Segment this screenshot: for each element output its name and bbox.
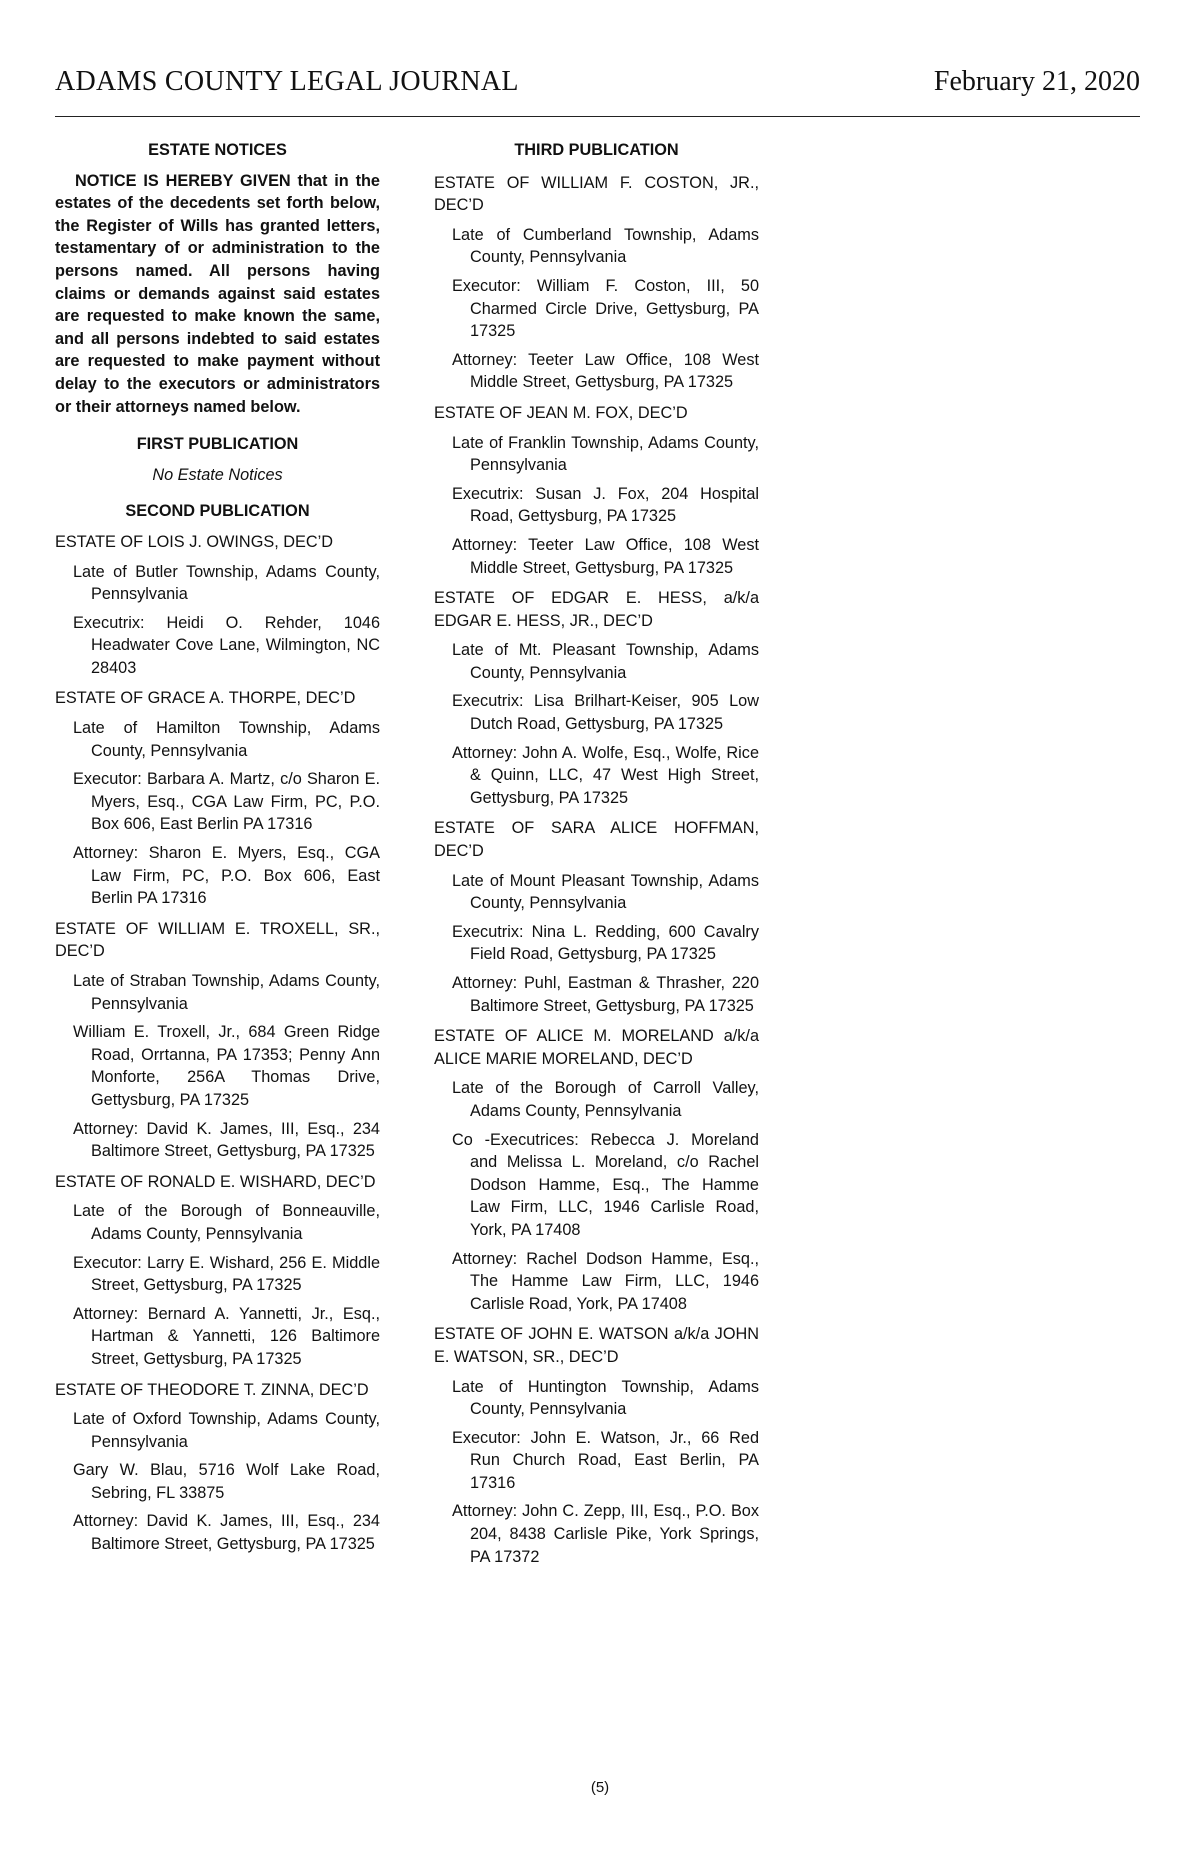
estate-detail: Executrix: Lisa Brilhart-Keiser, 905 Low Dutch Road, Gettysburg, PA 17325: [452, 692, 759, 734]
estate-detail: Attorney: John A. Wolfe, Esq., Wolfe, Rice & Quinn, LLC, 47 West High Street, Gettysburg, PA 17325: [452, 743, 759, 807]
second-publication-heading: SECOND PUBLICATION: [125, 502, 310, 521]
estate-detail: Late of Cumberland Township, Adams County, Pennsylvania: [452, 225, 759, 267]
right-column: [434, 139, 759, 1576]
third-publication-list: [434, 172, 759, 1569]
estate-detail: Attorney: Teeter Law Office, 108 West Middle Street, Gettysburg, PA 17325: [452, 350, 759, 392]
estate-notice: [55, 1379, 380, 1556]
estate-title: ESTATE OF EDGAR E. HESS, a/k/a EDGAR E. HESS, JR., DEC’D: [434, 589, 759, 630]
estate-title: ESTATE OF WILLIAM E. TROXELL, SR., DEC’D: [55, 919, 380, 961]
estate-notice: [434, 172, 759, 394]
estate-detail: Co -Executrices: Rebecca J. Moreland and Melissa L. Moreland, c/o Rachel Dodson Hamme, Esq., The Hamme Law Firm, LLC, 1946 Carlisle Road, York, PA 17408: [452, 1130, 759, 1239]
estate-notices-heading: ESTATE NOTICES: [148, 141, 287, 159]
estate-title: ESTATE OF ALICE M. MORELAND a/k/a ALICE MARIE MORELAND, DEC’D: [434, 1027, 759, 1068]
estate-title: ESTATE OF JOHN E. WATSON a/k/a JOHN E. WATSON, SR., DEC’D: [434, 1325, 759, 1366]
estate-title: ESTATE OF LOIS J. OWINGS, DEC’D: [55, 532, 334, 551]
second-publication-list: [55, 531, 380, 1556]
estate-detail: Late of Oxford Township, Adams County, Pennsylvania: [73, 1410, 380, 1451]
journal-title: ADAMS COUNTY LEGAL JOURNAL: [55, 66, 519, 97]
estate-notice: [434, 817, 759, 1017]
estate-detail: Late of Franklin Township, Adams County, Pennsylvania: [452, 433, 759, 475]
left-column: [55, 139, 380, 1564]
third-publication-heading: THIRD PUBLICATION: [514, 141, 679, 159]
page-header: [55, 66, 1140, 117]
estate-detail: Executor: John E. Watson, Jr., 66 Red Run Church Road, East Berlin, PA 17316: [452, 1428, 759, 1492]
estate-detail: Late of Hamilton Township, Adams County, Pennsylvania: [73, 719, 380, 760]
estate-detail: Attorney: Teeter Law Office, 108 West Middle Street, Gettysburg, PA 17325: [452, 535, 759, 577]
estate-notice: [434, 402, 759, 579]
estate-detail: Late of the Borough of Carroll Valley, Adams County, Pennsylvania: [452, 1079, 759, 1120]
estate-detail: Executrix: Susan J. Fox, 204 Hospital Road, Gettysburg, PA 17325: [452, 484, 759, 526]
estate-detail: Attorney: Bernard A. Yannetti, Jr., Esq., Hartman & Yannetti, 126 Baltimore Street, Gettysburg, PA 17325: [73, 1304, 380, 1368]
estate-notice: [55, 1171, 380, 1371]
issue-date: February 21, 2020: [933, 66, 1140, 97]
estate-title: ESTATE OF RONALD E. WISHARD, DEC’D: [55, 1172, 376, 1191]
page-number: (5): [590, 1779, 610, 1796]
estate-detail: Gary W. Blau, 5716 Wolf Lake Road, Sebring, FL 33875: [73, 1461, 380, 1502]
estate-detail: Attorney: Sharon E. Myers, Esq., CGA Law Firm, PC, P.O. Box 606, East Berlin PA 17316: [73, 844, 380, 908]
estate-notice: [434, 587, 759, 809]
estate-title: ESTATE OF WILLIAM F. COSTON, JR., DEC’D: [434, 173, 759, 215]
estate-notice: [434, 1025, 759, 1315]
estate-detail: Executrix: Heidi O. Rehder, 1046 Headwater Cove Lane, Wilmington, NC 28403: [73, 613, 380, 677]
estate-detail: Late of Huntington Township, Adams County, Pennsylvania: [452, 1377, 759, 1419]
estate-detail: Executor: Barbara A. Martz, c/o Sharon E. Myers, Esq., CGA Law Firm, PC, P.O. Box 606, East Berlin PA 17316: [73, 770, 380, 834]
estate-detail: Late of Butler Township, Adams County, Pennsylvania: [73, 562, 380, 604]
estate-detail: Attorney: David K. James, III, Esq., 234 Baltimore Street, Gettysburg, PA 17325: [73, 1512, 380, 1554]
estate-detail: Attorney: John C. Zepp, III, Esq., P.O. Box 204, 8438 Carlisle Pike, York Springs, PA 17372: [452, 1502, 759, 1566]
estate-detail: Attorney: Rachel Dodson Hamme, Esq., The Hamme Law Firm, LLC, 1946 Carlisle Road, York, PA 17408: [452, 1249, 759, 1313]
estate-detail: Attorney: Puhl, Eastman & Thrasher, 220 Baltimore Street, Gettysburg, PA 17325: [452, 974, 759, 1015]
estate-detail: Executor: William F. Coston, III, 50 Charmed Circle Drive, Gettysburg, PA 17325: [452, 276, 759, 341]
estate-detail: Executrix: Nina L. Redding, 600 Cavalry Field Road, Gettysburg, PA 17325: [452, 922, 759, 964]
estate-title: ESTATE OF SARA ALICE HOFFMAN, DEC’D: [434, 819, 759, 861]
no-estate-notices: No Estate Notices: [152, 465, 283, 484]
estate-title: ESTATE OF THEODORE T. ZINNA, DEC’D: [55, 1380, 369, 1399]
estate-detail: William E. Troxell, Jr., 684 Green Ridge Road, Orrtanna, PA 17353; Penny Ann Monforte, 256A Thomas Drive, Gettysburg, PA 17325: [73, 1023, 380, 1109]
estate-notice: [55, 687, 380, 909]
estate-notice: [55, 531, 380, 680]
notice-intro: NOTICE IS HEREBY GIVEN that in the estates of the decedents set forth below, the Register of Wills has granted letters, testamentary of or administration to the persons named. All persons having claims or demands against said estates are requested to make known the same, and all persons indebted to said estates are requested to make payment without delay to the executors or administrators or their attorneys named below.: [55, 171, 380, 416]
estate-title: ESTATE OF GRACE A. THORPE, DEC’D: [55, 689, 356, 708]
estate-detail: Late of Straban Township, Adams County, Pennsylvania: [73, 972, 380, 1013]
estate-detail: Late of Mt. Pleasant Township, Adams County, Pennsylvania: [452, 641, 759, 682]
first-publication-heading: FIRST PUBLICATION: [136, 435, 299, 454]
estate-detail: Late of Mount Pleasant Township, Adams County, Pennsylvania: [452, 871, 759, 913]
estate-title: ESTATE OF JEAN M. FOX, DEC’D: [434, 403, 688, 422]
estate-notice: [434, 1323, 759, 1568]
estate-notice: [55, 918, 380, 1163]
estate-detail: Late of the Borough of Bonneauville, Adams County, Pennsylvania: [73, 1202, 380, 1243]
estate-detail: Executor: Larry E. Wishard, 256 E. Middle Street, Gettysburg, PA 17325: [73, 1253, 380, 1295]
estate-detail: Attorney: David K. James, III, Esq., 234 Baltimore Street, Gettysburg, PA 17325: [73, 1119, 380, 1161]
